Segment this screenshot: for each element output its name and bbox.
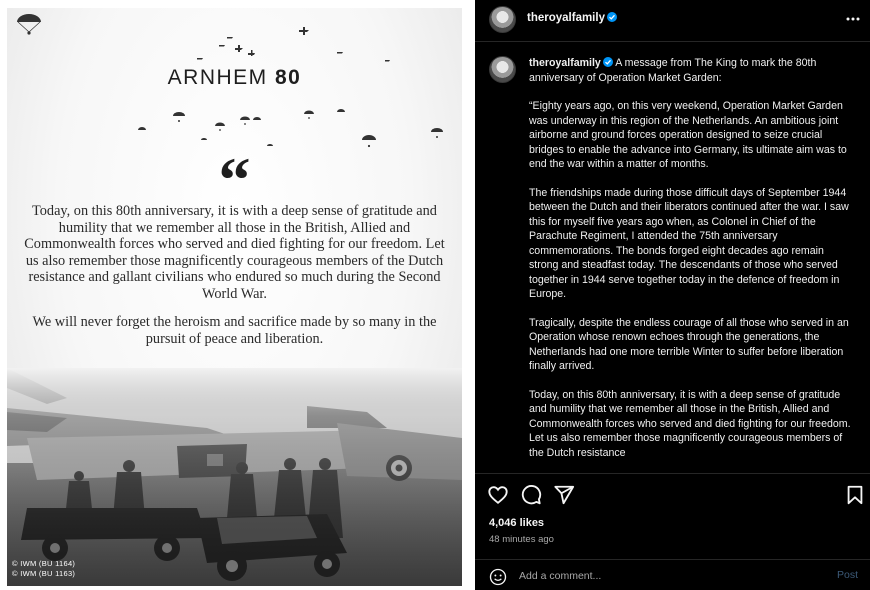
likes-count[interactable]: 4,046 likes (489, 517, 545, 529)
caption-paragraph: Tragically, despite the endless courage of all those who served in an Operation whose renown echoes through the generations, the Netherlands had one more terrible Winter to suffer before liberation finally arrived. (529, 316, 849, 372)
title-number: 80 (274, 66, 302, 89)
more-horizontal-icon[interactable] (845, 11, 861, 27)
header-username-link[interactable] (527, 12, 617, 24)
arnhem-80-title (7, 66, 462, 90)
caption-intro-text: A message from The King to mark the 80th anniversary of Operation Market Garden: (529, 57, 817, 84)
title-text: ARNHEM (167, 66, 275, 89)
caption-paragraph: “Eighty years ago, on this very weekend, Operation Market Garden was underway in this region of the Netherlands. An ambitious joint airborne and ground forces operation designed to seize crucial bridges to enable the advance into Germany, its ultimate aim was to end the war within a matter of months. (529, 100, 847, 170)
caption-paragraph: Today, on this 80th anniversary, it is with a deep sense of gratitude and humility that we remember all those in the British, Allied and Commonwealth forces who served and died fighting for our freedom. Let us also remember those magnificently courageous members of the Dutch resistance (529, 388, 851, 459)
quote-mark: “ (218, 148, 251, 192)
comment-input[interactable] (519, 567, 819, 585)
post-image[interactable] (7, 8, 462, 586)
post-sidebar (475, 0, 870, 590)
quote-paragraph-1: Today, on this 80th anniversary, it is with a deep sense of gratitude and humility that we remember all those in the British, Allied and Commonwealth forces who served and died fighting for our freedom. Let us also remember those magnificently courageous members of the Dutch resistance and gallant civilians who endured so much during the Second World War. (24, 203, 445, 302)
post-comment-button[interactable]: Post (837, 569, 859, 581)
bookmark-icon[interactable] (844, 484, 866, 506)
post-actions (475, 473, 870, 590)
post-timestamp[interactable]: 48 minutes ago (489, 534, 554, 545)
caption-username-link[interactable]: theroyalfamily (529, 57, 601, 69)
caption-avatar[interactable] (489, 56, 516, 83)
verified-badge-icon (603, 57, 613, 67)
username[interactable]: theroyalfamily (527, 12, 605, 24)
caption-text (529, 56, 855, 460)
photo-credit-2: © IWM (BU 1163) (12, 569, 76, 578)
comment-box (475, 559, 870, 590)
caption-scroll-area[interactable] (475, 43, 870, 473)
caption-paragraph: The friendships made during those difficult days of September 1944 between the Dutch and their liberators continued after the war. I saw this for myself five years ago when, as Colonel in Chief of the Parachute Regiment, I attended the 75th anniversary commemorations. The bonds forged eight decades ago remain strong and steadfast today. The descendants of those who served together in 1944 serve together today in the defence of freedom in Europe. (529, 186, 849, 300)
post-header (475, 0, 870, 42)
caption-intro (529, 56, 855, 85)
historical-photo (7, 368, 462, 586)
heart-icon[interactable] (487, 484, 509, 506)
avatar[interactable] (489, 6, 516, 33)
verified-badge-icon (607, 12, 617, 22)
comment-icon[interactable] (520, 484, 542, 506)
quote-paragraph-2: We will never forget the heroism and sacrifice made by so many in the pursuit of peace and liberation. (32, 314, 437, 347)
emoji-icon[interactable] (489, 568, 507, 586)
share-icon[interactable] (553, 484, 575, 506)
photo-credit-1: © IWM (BU 1164) (12, 559, 76, 568)
